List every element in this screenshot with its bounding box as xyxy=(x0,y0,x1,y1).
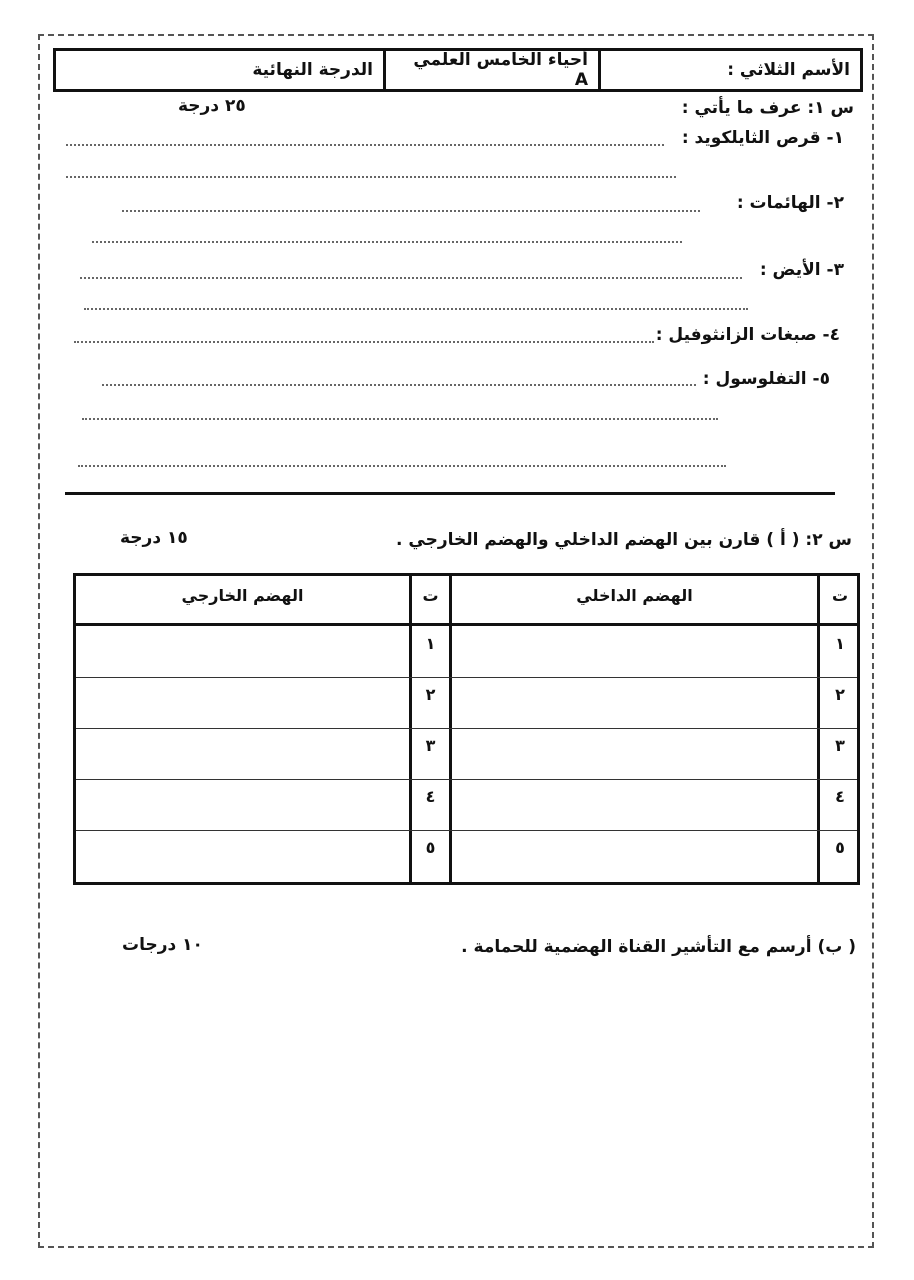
answer-line[interactable] xyxy=(122,210,700,212)
answer-line[interactable] xyxy=(82,418,718,420)
name-field[interactable] xyxy=(601,51,860,89)
table-divider xyxy=(817,576,820,882)
header-row-line xyxy=(76,623,857,626)
q2-part-b: ( ب) أرسم مع التأشير القناة الهضمية للحمامة . xyxy=(461,937,856,957)
q1-item-4: ٤- صبغات الزانثوفيل : xyxy=(655,325,840,345)
num-header-right: ت xyxy=(831,586,849,605)
answer-line[interactable] xyxy=(78,465,726,467)
row-number: ٣ xyxy=(425,736,436,755)
header-table xyxy=(53,48,863,92)
q2-part-b-marks: ١٠ درجات xyxy=(122,935,203,955)
external-digestion-header: الهضم الخارجي xyxy=(181,586,304,605)
q2-title: س ٢: ( أ ) قارن بين الهضم الداخلي والهضم الخارجي . xyxy=(396,530,852,550)
row-number: ٥ xyxy=(425,838,436,857)
name-label: الأسم الثلاثي : xyxy=(727,60,850,80)
q1-item-3: ٣- الأيض : xyxy=(759,260,844,280)
row-number: ٥ xyxy=(835,838,845,857)
answer-line[interactable] xyxy=(66,144,664,146)
q1-item-5: ٥- التفلوسول : xyxy=(702,369,830,389)
num-header-left: ت xyxy=(422,586,439,605)
row-number: ٤ xyxy=(425,787,436,806)
table-divider xyxy=(449,576,452,882)
comparison-table xyxy=(73,573,860,885)
subject-title: أحياء الخامس العلمي A xyxy=(413,50,588,90)
q1-marks: ٢٥ درجة xyxy=(178,96,246,116)
q1-title: س ١: عرف ما يأتي : xyxy=(681,98,854,118)
row-line xyxy=(76,677,857,678)
row-number: ١ xyxy=(835,634,845,653)
q1-item-1: ١- قرص الثايلكويد : xyxy=(681,128,844,148)
q1-item-2: ٢- الهائمات : xyxy=(736,193,844,213)
section-divider xyxy=(65,492,835,495)
final-grade-field[interactable] xyxy=(56,51,383,89)
row-line xyxy=(76,728,857,729)
final-grade-label: الدرجة النهائية xyxy=(252,60,373,80)
subject-cell xyxy=(383,51,601,89)
answer-line[interactable] xyxy=(102,384,696,386)
row-number: ١ xyxy=(425,634,436,653)
row-number: ٢ xyxy=(425,685,436,704)
answer-line[interactable] xyxy=(66,176,676,178)
row-number: ٤ xyxy=(835,787,845,806)
answer-line[interactable] xyxy=(74,341,654,343)
answer-line[interactable] xyxy=(92,241,682,243)
row-number: ٣ xyxy=(835,736,845,755)
answer-line[interactable] xyxy=(80,277,742,279)
row-number: ٢ xyxy=(835,685,845,704)
q2-marks: ١٥ درجة xyxy=(120,528,188,548)
drawing-area[interactable] xyxy=(74,975,854,1225)
table-divider xyxy=(409,576,412,882)
internal-digestion-header: الهضم الداخلي xyxy=(576,586,693,605)
row-line xyxy=(76,779,857,780)
row-line xyxy=(76,830,857,831)
answer-line[interactable] xyxy=(84,308,748,310)
